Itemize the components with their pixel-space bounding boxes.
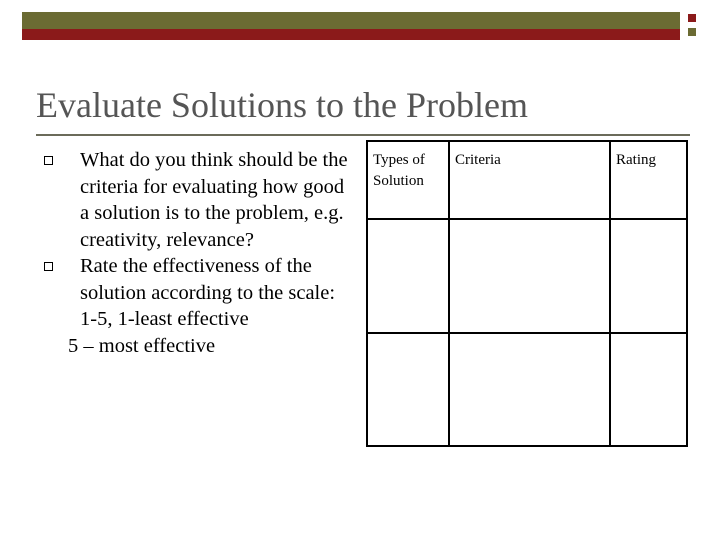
bullet-item [36,253,356,306]
table-row [367,219,687,333]
bullet-text: Rate the effectiveness of the solution according to the scale: [80,255,336,304]
table-cell [449,333,610,446]
header-types-of-solution: Types of Solution [367,141,449,219]
corner-square-red [686,12,698,24]
title-underline [36,134,690,136]
corner-squares-decoration [686,12,706,40]
scale-line-2: 5 – most effective [68,334,216,357]
table-cell [449,219,610,333]
top-bar-olive-band [22,12,680,29]
table-header-row [367,141,687,219]
bullet-list [36,147,356,359]
square-bullet-icon [44,262,53,271]
scale-line-1: 1-5, 1-least effective [80,308,249,330]
table-cell [367,333,449,446]
top-decorative-bar [22,12,680,40]
header-rating: Rating [610,141,687,219]
table-cell [367,219,449,333]
slide-title: Evaluate Solutions to the Problem [36,85,528,125]
bullet-item [36,147,356,253]
table-cell [610,333,687,446]
table-cell [610,219,687,333]
bullet-text: What do you think should be the criteria for evaluating how good a solution is to the problem, e.g. creativity, relevance? [80,149,348,251]
header-criteria: Criteria [449,141,610,219]
square-bullet-icon [44,156,53,165]
corner-square-olive [686,26,698,38]
table-row [367,333,687,446]
evaluation-table [366,140,688,447]
